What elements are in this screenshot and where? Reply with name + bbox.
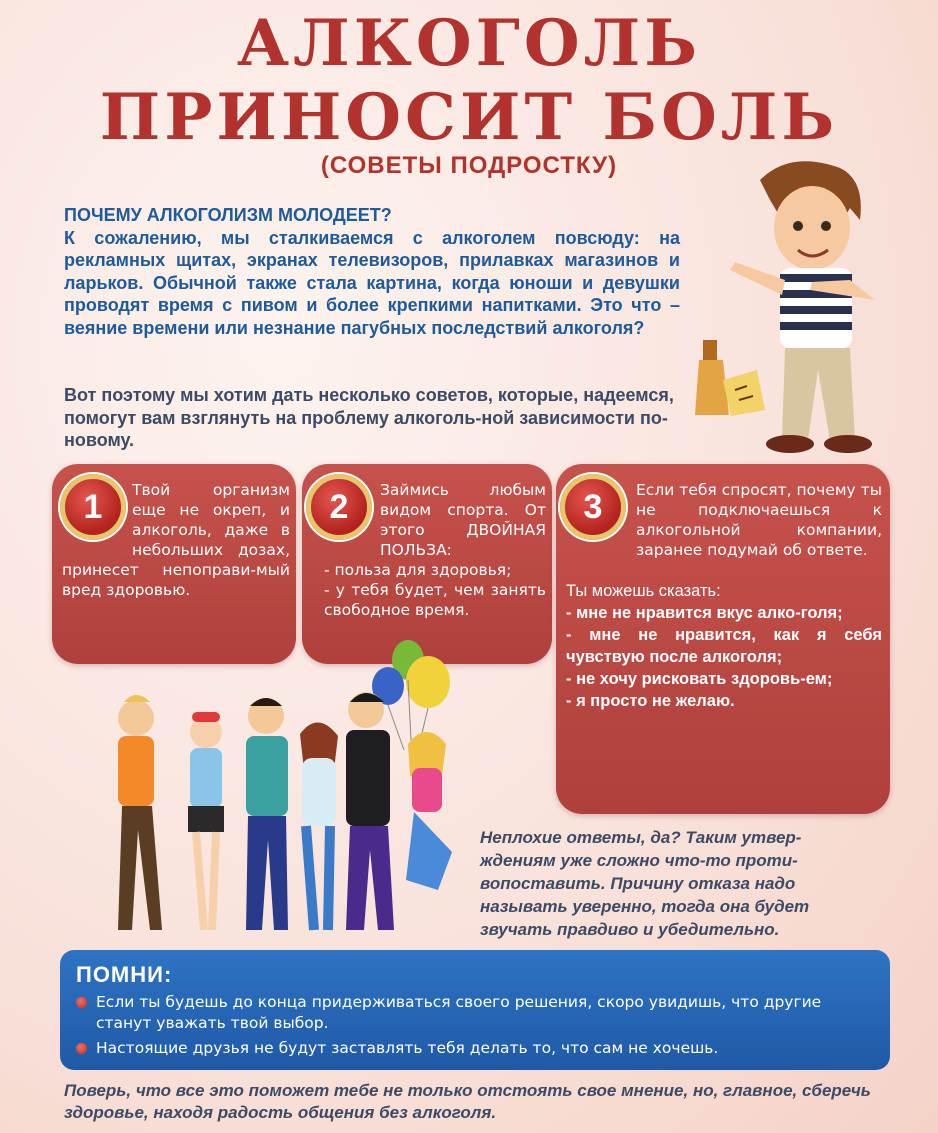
answer-item: - не хочу рисковать здоровь-ем;	[566, 670, 833, 688]
tip-text-3: Если тебя спросят, почему ты не подключаешься к алкогольной компании, заранее подумай об ответе.	[636, 481, 882, 559]
bullet-icon	[76, 997, 87, 1008]
remember-item: Если ты будешь до конца придерживаться своего решения, скоро увидишь, что другие станут уважать твой выбор.	[76, 992, 874, 1034]
tip-number-2: 2	[306, 474, 372, 540]
tip-number-3: 3	[560, 474, 626, 540]
say-intro: Ты можешь сказать:	[566, 582, 721, 600]
tip-number-1: 1	[60, 474, 126, 540]
tip-2-point: - у тебя будет, чем занять свободное время.	[324, 581, 546, 619]
remember-item: Настоящие друзья не будут заставлять тебя делать то, что сам не хочешь.	[76, 1038, 874, 1059]
tip-card-2	[302, 464, 552, 664]
remember-box	[60, 950, 890, 1070]
footer-text: Поверь, что все это поможет тебе не только отстоять свое мнение, но, главное, сберечь здоровье, находя радость общения без алкоголя.	[64, 1081, 871, 1122]
title-line-2: ПРИНОСИТ БОЛЬ	[99, 80, 839, 155]
answer-item: - мне не нравится вкус алко-голя;	[566, 604, 843, 622]
title-line-1: АЛКОГОЛЬ	[236, 6, 702, 81]
tip-text-2: Займись любым видом спорта. От этого ДВОЙНАЯ ПОЛЬЗА:	[380, 481, 546, 559]
remember-title: ПОМНИ:	[76, 962, 173, 987]
answer-item: - мне не нравится, как я себя чувствую после алкоголя;	[566, 626, 882, 666]
subtitle: (СОВЕТЫ ПОДРОСТКУ)	[320, 152, 618, 179]
remember-list	[76, 992, 874, 1059]
intro-text: К сожалению, мы сталкиваемся с алкоголем повсюду: на рекламных щитах, экранах телевизоров, прилавках магазинов и ларьков. Обычной также стала картина, когда юноши и девушки проводят время с пивом и более крепкими напитками. Это что – веяние времени или незнание пагубных последствий алкоголя?	[64, 227, 680, 338]
tip-card-3	[556, 464, 890, 814]
intro-question: ПОЧЕМУ АЛКОГОЛИЗМ МОЛОДЕЕТ?	[64, 205, 392, 225]
bottle-broken-illustration	[695, 330, 775, 430]
answer-item: - я просто не желаю.	[566, 692, 735, 710]
tip-text-1: Твой организм еще не окреп, и алкоголь, даже в небольших дозах, принесет непоправи-мый вред здоровью.	[62, 481, 290, 599]
tip-card-1	[52, 464, 296, 664]
quote-text: Неплохие ответы, да? Таким утвер-ждениям уже сложно что-то проти-вопоставить. Причину отказа надо называть уверенно, тогда она будет звучать правдиво и убедительно.	[480, 828, 810, 939]
lead-text: Вот поэтому мы хотим дать несколько советов, которые, надеемся, помогут вам взглянуть на проблему алкоголь-ной зависимости по-новому.	[64, 385, 674, 450]
tip-2-point: - польза для здоровья;	[324, 561, 512, 579]
intro-block	[64, 204, 680, 339]
bullet-icon	[76, 1043, 87, 1054]
friends-group-illustration	[66, 640, 476, 950]
